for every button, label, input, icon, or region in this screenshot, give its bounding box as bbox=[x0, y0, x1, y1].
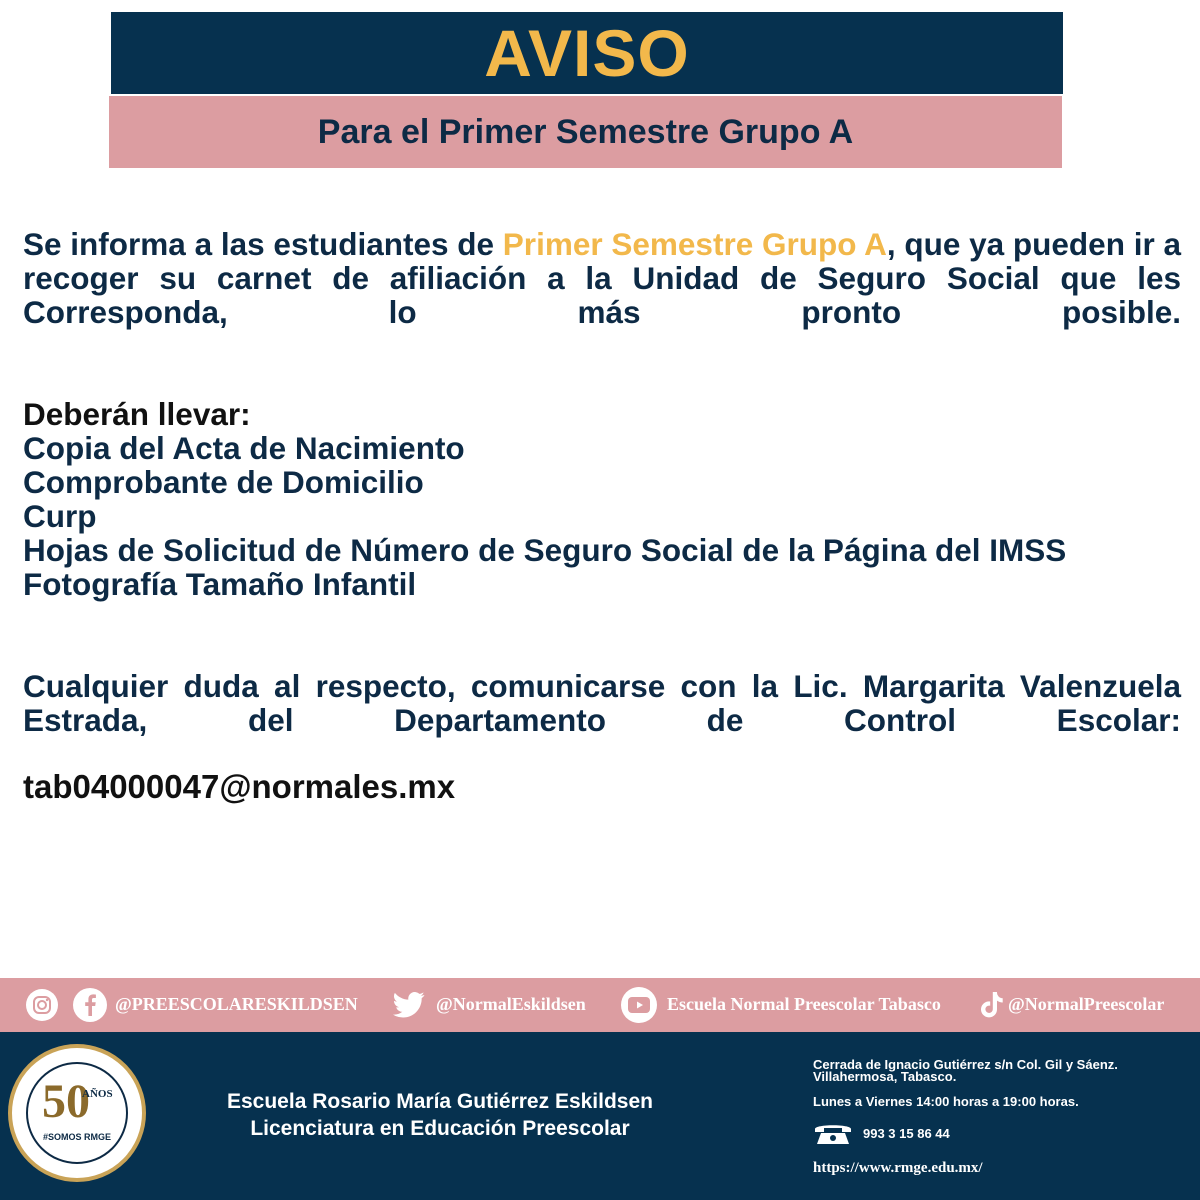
twitter-handle[interactable]: @NormalEskildsen bbox=[436, 994, 586, 1014]
facebook-icon[interactable] bbox=[73, 988, 107, 1022]
social-bar bbox=[0, 978, 1200, 1032]
page-subtitle: Para el Primer Semestre Grupo A bbox=[317, 112, 854, 151]
contact-email[interactable]: tab04000047@normales.mx bbox=[23, 768, 456, 805]
subtitle-banner bbox=[109, 96, 1062, 168]
website-link[interactable]: https://www.rmge.edu.mx/ bbox=[813, 1160, 983, 1176]
program-name: Licenciatura en Educación Preescolar bbox=[250, 1117, 630, 1140]
youtube-icon[interactable] bbox=[621, 987, 657, 1023]
phone-number[interactable]: 993 3 15 86 44 bbox=[863, 1126, 950, 1141]
contact-paragraph: Cualquier duda al respecto, comunicarse con la Lic. Margarita Valenzuela Estrada, del Departamento de Control Escolar: bbox=[23, 668, 1181, 738]
facebook-handle[interactable]: @PREESCOLARESKILDSEN bbox=[115, 994, 358, 1014]
notice-paragraph bbox=[23, 227, 1181, 329]
tiktok-icon[interactable] bbox=[980, 989, 1004, 1021]
twitter-icon[interactable] bbox=[393, 989, 425, 1021]
seal-number: 50 bbox=[42, 1075, 90, 1128]
footer bbox=[0, 1032, 1200, 1200]
requirement-item: Copia del Acta de Nacimiento bbox=[23, 430, 465, 466]
address-line-1: Cerrada de Ignacio Gutiérrez s/n Col. Gil y Sáenz. bbox=[813, 1057, 1118, 1072]
requirement-item: Curp bbox=[23, 498, 97, 534]
notice-text-start: Se informa a las estudiantes de bbox=[23, 226, 503, 262]
phone-icon bbox=[813, 1120, 853, 1151]
office-hours: Lunes a Viernes 14:00 horas a 19:00 horas. bbox=[813, 1094, 1079, 1109]
requirement-item: Comprobante de Domicilio bbox=[23, 464, 424, 500]
instagram-icon[interactable] bbox=[26, 989, 58, 1021]
seal-years: AÑOS bbox=[82, 1088, 113, 1100]
requirements-title: Deberán llevar: bbox=[23, 396, 251, 432]
seal-tag: #SOMOS RMGE bbox=[42, 1132, 111, 1142]
anniversary-seal-logo bbox=[8, 1044, 146, 1182]
youtube-channel[interactable]: Escuela Normal Preescolar Tabasco bbox=[667, 994, 941, 1014]
requirements-list bbox=[23, 397, 1181, 601]
requirement-item: Hojas de Solicitud de Número de Seguro Social de la Página del IMSS bbox=[23, 532, 1067, 568]
tiktok-handle[interactable]: @NormalPreescolar bbox=[1008, 994, 1165, 1014]
address-line-2: Villahermosa, Tabasco. bbox=[813, 1069, 957, 1084]
school-block bbox=[170, 1088, 710, 1142]
requirement-item: Fotografía Tamaño Infantil bbox=[23, 566, 417, 602]
school-name: Escuela Rosario María Gutiérrez Eskildsen bbox=[226, 1090, 653, 1113]
page-title: AVISO bbox=[484, 16, 690, 90]
notice-text-end: , que ya pueden ir a recoger su carnet de afiliación a la Unidad de Seguro Social que les Corresponda, lo más pronto posible. bbox=[23, 226, 1182, 330]
notice-highlight: Primer Semestre Grupo A bbox=[502, 226, 887, 262]
title-banner bbox=[111, 12, 1063, 94]
